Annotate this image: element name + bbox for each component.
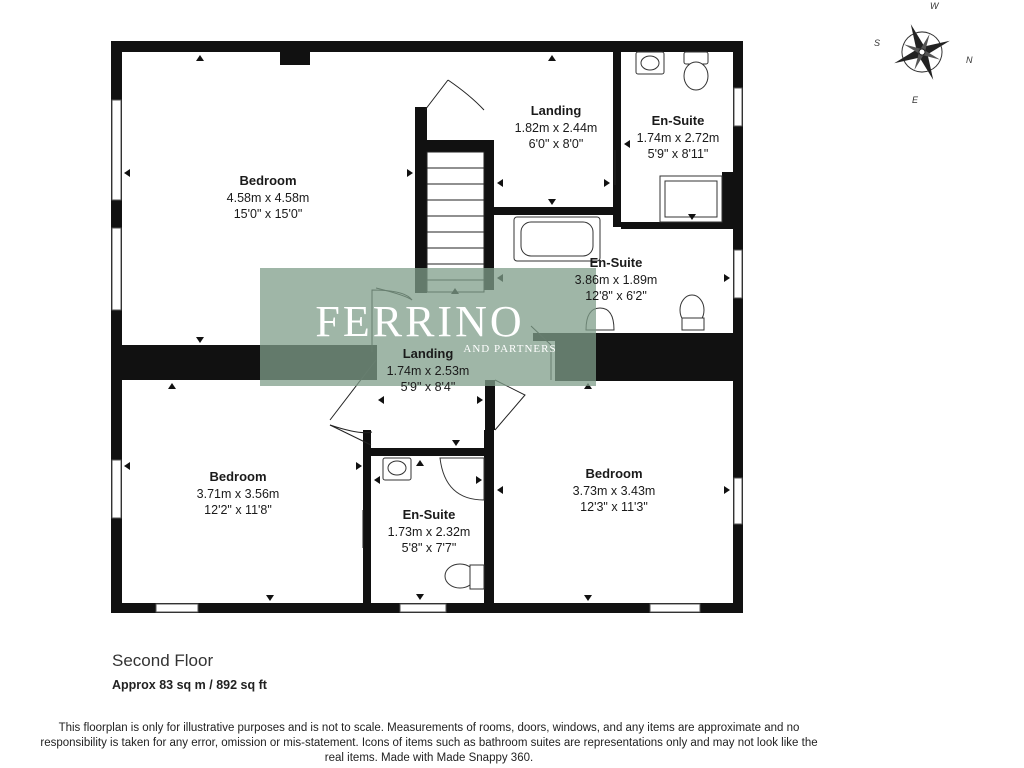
room-imperial: 12'8" x 6'2" — [585, 289, 647, 303]
watermark-subtext: AND PARTNERS — [463, 343, 557, 355]
room-name: En-Suite — [589, 255, 643, 270]
watermark-text: FERRINO — [315, 297, 525, 346]
room-name: Bedroom — [239, 173, 297, 188]
room-imperial: 5'8" x 7'7" — [401, 541, 457, 555]
compass-rose-icon — [883, 13, 961, 91]
disclaimer-text: This floorplan is only for illustrative purposes and is not to scale. Measurements of rooms, doors, windows, and any items are approximate and no responsibility is taken for any error, omission or mis-statement. Icons of items such as bathroom suites are representations only and may not look like the real items. Made with Made Snappy 360. — [40, 722, 818, 764]
room-imperial: 12'3" x 11'3" — [580, 500, 648, 514]
compass-north-label: N — [966, 55, 973, 65]
room-name: Bedroom — [209, 469, 267, 484]
room-metric: 1.73m x 2.32m — [387, 525, 471, 539]
compass-south-label: S — [874, 38, 881, 48]
floor-label: Second Floor — [112, 651, 214, 670]
room-name: Landing — [530, 103, 582, 118]
compass-east-label: E — [912, 95, 919, 105]
room-metric: 1.74m x 2.53m — [386, 364, 470, 378]
room-name: En-Suite — [402, 507, 456, 522]
room-imperial: 5'9" x 8'4" — [400, 380, 456, 394]
room-metric: 3.71m x 3.56m — [196, 487, 280, 501]
room-metric: 1.82m x 2.44m — [514, 121, 598, 135]
compass-west-label: W — [930, 1, 939, 11]
floor-area: Approx 83 sq m / 892 sq ft — [112, 678, 267, 692]
room-metric: 1.74m x 2.72m — [636, 131, 720, 145]
room-metric: 3.73m x 3.43m — [572, 484, 656, 498]
room-metric: 4.58m x 4.58m — [226, 191, 310, 205]
room-name: Bedroom — [585, 466, 643, 481]
room-imperial: 15'0" x 15'0" — [233, 207, 303, 221]
room-metric: 3.86m x 1.89m — [574, 273, 658, 287]
room-imperial: 6'0" x 8'0" — [528, 137, 584, 151]
room-name: En-Suite — [651, 113, 705, 128]
room-imperial: 5'9" x 8'11" — [647, 147, 709, 161]
room-imperial: 12'2" x 11'8" — [204, 503, 272, 517]
room-name: Landing — [402, 346, 454, 361]
